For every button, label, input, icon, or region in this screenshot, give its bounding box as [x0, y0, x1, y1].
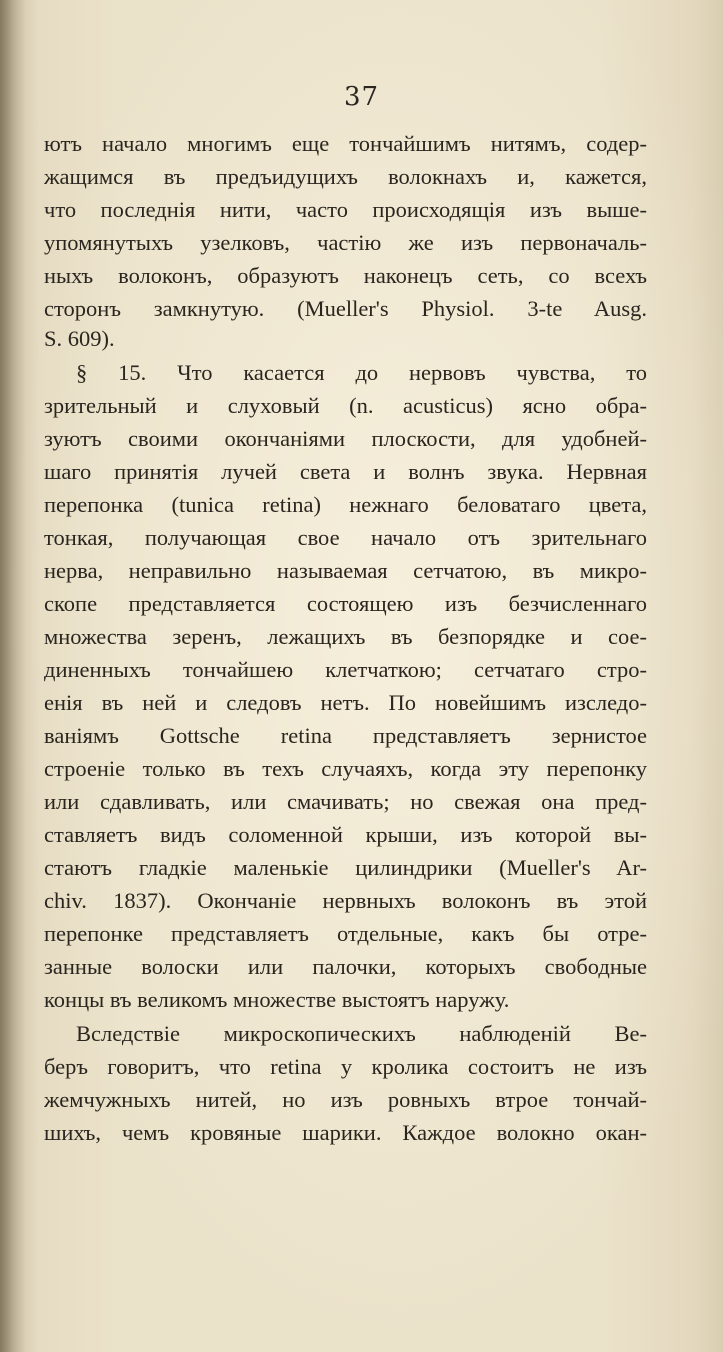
text-line: ставляетъ видъ соломенной крыши, изъ которой вы- [44, 822, 647, 847]
text-line: диненныхъ тончайшею клетчаткою; сетчатаго стро- [44, 657, 647, 682]
text-line: множества зеренъ, лежащихъ въ безпорядке и сое- [44, 624, 647, 649]
text-line: chiv. 1837). Окончаніе нервныхъ волоконъ въ этой [44, 888, 647, 913]
text-line: зрительный и слуховый (n. acusticus) ясно обра- [44, 393, 647, 418]
text-line: стаютъ гладкіе маленькіе цилиндрики (Mueller's Ar- [44, 855, 647, 880]
text-line: сторонъ замкнутую. (Mueller's Physiol. 3-te Ausg. [44, 296, 647, 321]
text-line: беръ говоритъ, что retina у кролика состоитъ не изъ [44, 1054, 647, 1079]
text-line: упомянутыхъ узелковъ, частію же изъ первоначаль- [44, 230, 647, 255]
text-line: ныхъ волоконъ, образуютъ наконецъ сеть, со всехъ [44, 263, 647, 288]
text-line: тонкая, получающая свое начало отъ зрительнаго [44, 525, 647, 550]
text-line: ютъ начало многимъ еще тончайшимъ нитямъ, содер- [44, 131, 647, 156]
text-line: жемчужныхъ нитей, но изъ ровныхъ втрое тончай- [44, 1087, 647, 1112]
text-line: нерва, неправильно называемая сетчатою, въ микро- [44, 558, 647, 583]
page-number: 37 [343, 82, 380, 112]
text-line: концы въ великомъ множестве выстоятъ наружу. [44, 987, 510, 1012]
section-heading-line: § 15. Что касается до нервовъ чувства, то [76, 360, 647, 385]
text-line: S. 609). [44, 326, 115, 351]
text-line: что последнія нити, часто происходящія изъ выше- [44, 197, 647, 222]
book-spine-shadow [0, 0, 26, 1352]
text-line: перепонке представляетъ отдельные, какъ бы отре- [44, 921, 647, 946]
text-line: зуютъ своими окончаніями плоскости, для удобней- [44, 426, 647, 451]
text-line: енія въ ней и следовъ нетъ. По новейшимъ изследо- [44, 690, 647, 715]
paragraph-start-line: Вследствіе микроскопическихъ наблюденій Ве- [76, 1021, 647, 1046]
text-line: занные волоски или палочки, которыхъ свободные [44, 954, 647, 979]
text-line: шаго принятія лучей света и волнъ звука. Нервная [44, 459, 647, 484]
text-line: ваніямъ Gottsche retina представляетъ зернистое [44, 723, 647, 748]
text-line: или сдавливать, или смачивать; но свежая она пред- [44, 789, 647, 814]
text-line: строеніе только въ техъ случаяхъ, когда эту перепонку [44, 756, 647, 781]
text-line: жащимся въ предъидущихъ волокнахъ и, кажется, [44, 164, 647, 189]
text-line: перепонка (tunica retina) нежнаго беловатаго цвета, [44, 492, 647, 517]
text-line: скопе представляется состоящею изъ безчисленнаго [44, 591, 647, 616]
text-line: шихъ, чемъ кровяные шарики. Каждое волокно окан- [44, 1120, 647, 1145]
